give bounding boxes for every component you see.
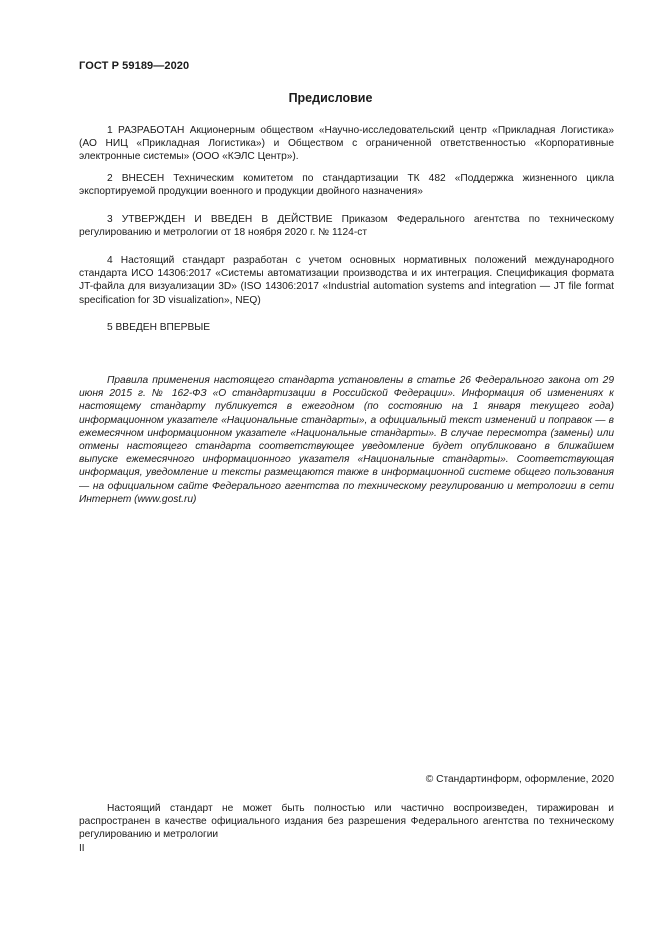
paragraph-first-introduced: 5 ВВЕДЕН ВПЕРВЫЕ [107, 322, 211, 333]
document-code: ГОСТ Р 59189—2020 [79, 60, 190, 72]
paragraph-introduced-by: 2 ВНЕСЕН Техническим комитетом по стандартизации ТК 482 «Поддержка жизненного цикла экспортируемой продукции военного и продукции двойного назначения» [79, 173, 614, 198]
reproduction-notice: Настоящий стандарт не может быть полностью или частично воспроизведен, тиражирован и распространен в качестве официального издания без разрешения Федерального агентства по техническому регулированию и метрологии [79, 803, 614, 841]
paragraph-developer: 1 РАЗРАБОТАН Акционерным обществом «Научно-исследовательский центр «Прикладная Логистика» (АО НИЦ «Прикладная Логистика») и Обществом с ограниченной ответственностью «Корпоративные электронные системы» (ООО «КЭЛС Центр»). [79, 125, 614, 163]
page-number: II [79, 843, 85, 854]
copyright-line: © Стандартинформ, оформление, 2020 [425, 774, 614, 785]
page-title: Предисловие [288, 91, 373, 105]
paragraph-basis: 4 Настоящий стандарт разработан с учетом основных нормативных положений международного стандарта ИСО 14306:2017 «Системы автоматизации производства и их интеграция. Спецификация формата JT-файла для визуализации 3D» (ISO 14306:2017 «Industrial automation systems and integration — JT file format specification for 3D visualization», NEQ) [79, 255, 614, 306]
paragraph-approved: 3 УТВЕРЖДЕН И ВВЕДЕН В ДЕЙСТВИЕ Приказом Федерального агентства по техническому регулированию и метрологии от 18 ноября 2020 г. № 1124-ст [79, 214, 614, 239]
usage-rules-notice: Правила применения настоящего стандарта установлены в статье 26 Федерального закона от 29 июня 2015 г. № 162-ФЗ «О стандартизации в Российской Федерации». Информация об изменениях к настоящему стандарту публикуется в ежегодном (по состоянию на 1 января текущего года) информационном указателе «Национальные стандарты», а официальный текст изменений и поправок — в ежемесячном информационном указателе «Национальные стандарты». В случае пересмотра (замены) или отмены настоящего стандарта соответствующее уведомление будет опубликовано в ближайшем выпуске ежемесячного информационного указателя «Национальные стандарты». Соответствующая информация, уведомление и тексты размещаются также в информационной системе общего пользования — на официальном сайте Федерального агентства по техническому регулированию и метрологии в сети Интернет (www.gost.ru) [79, 375, 614, 505]
